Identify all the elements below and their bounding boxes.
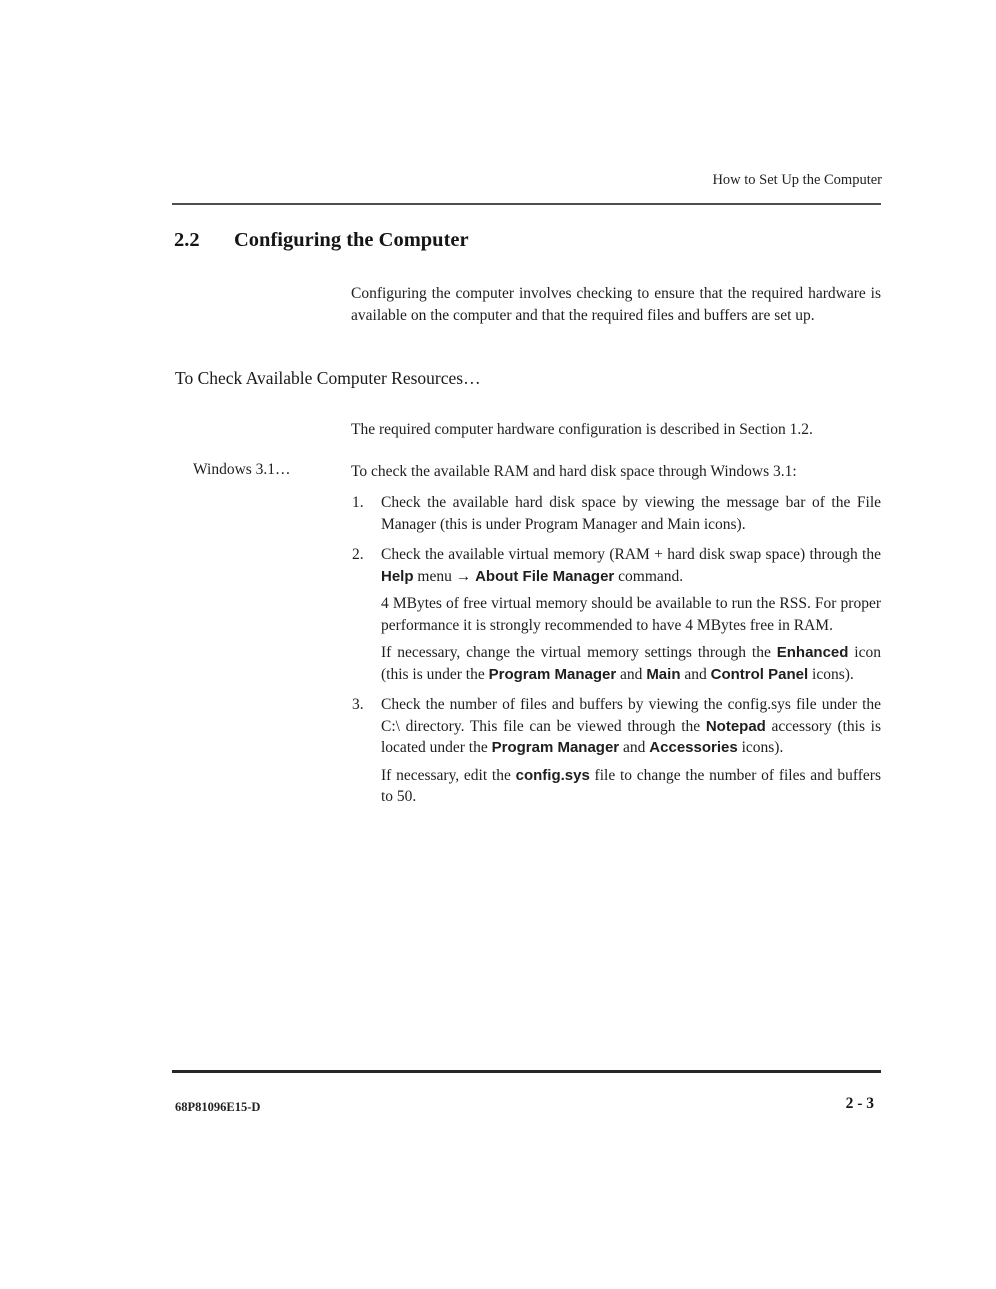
step-item-3 (351, 694, 881, 808)
running-header: How to Set Up the Computer (712, 172, 882, 188)
text-segment: Check the number of files and buffers by viewing the config.sys file under the C:\ directory. This file can be viewed through the (381, 696, 881, 735)
step-number: 3. (352, 696, 364, 713)
windows-lead: To check the available RAM and hard disk space through Windows 3.1: (351, 463, 797, 480)
step-item-2 (351, 544, 881, 685)
step-paragraph (381, 694, 881, 759)
text-segment: and (616, 665, 647, 683)
text-segment: icons). (808, 665, 854, 683)
header-rule (172, 203, 881, 205)
step-item-1 (351, 492, 881, 535)
step-number: 1. (352, 494, 364, 511)
windows-version-label: Windows 3.1… (193, 461, 291, 478)
section-heading (174, 229, 469, 252)
step-paragraph (381, 492, 881, 535)
hardware-note: The required computer hardware configuration is described in Section 1.2. (351, 421, 813, 438)
text-segment-ui: Control Panel (710, 665, 809, 683)
text-segment: and (680, 665, 711, 683)
step-paragraph (381, 642, 881, 685)
intro-paragraph: Configuring the computer involves checking to ensure that the required hardware is available on the computer and that the required files and buffers are set up. (351, 285, 881, 324)
footer-doc-number: 68P81096E15-D (175, 1100, 261, 1114)
text-segment: command. (614, 567, 684, 585)
text-segment-ui: Help (381, 567, 414, 585)
step-paragraph (381, 765, 881, 808)
step-number: 2. (352, 546, 364, 563)
text-segment: Check the available hard disk space by viewing the message bar of the File Manager (this is under Program Manager and Main icons). (381, 494, 881, 533)
footer-page-number: 2 - 3 (845, 1095, 874, 1112)
footer-rule (172, 1070, 881, 1073)
section-number: 2.2 (174, 229, 200, 251)
section-title: Configuring the Computer (234, 229, 469, 251)
text-segment: Check the available virtual memory (RAM + hard disk swap space) through the (381, 546, 881, 563)
subheading: To Check Available Computer Resources… (175, 368, 481, 388)
text-segment: icon (this is under the (381, 644, 881, 683)
text-segment-ui: Program Manager (491, 739, 620, 756)
step-paragraph (381, 544, 881, 587)
text-segment-ui: About File Manager (475, 567, 615, 585)
text-segment: menu → (413, 567, 476, 585)
steps-list (351, 492, 881, 817)
text-segment-ui: Program Manager (488, 665, 617, 683)
text-segment: accessory (this is located under the (381, 717, 882, 756)
text-segment: If necessary, change the virtual memory settings through the (381, 644, 777, 661)
text-segment: icons). (737, 739, 784, 756)
text-segment: file to change the number of files and buffers to 50. (381, 766, 881, 805)
text-segment: If necessary, edit the (381, 766, 516, 784)
step-paragraph (381, 593, 881, 636)
text-segment-ui: Enhanced (776, 644, 849, 661)
text-segment-ui: Accessories (649, 739, 738, 756)
text-segment: and (619, 739, 650, 756)
text-segment: 4 MBytes of free virtual memory should be available to run the RSS. For proper performance it is strongly recommended to have 4 MBytes free in RAM. (381, 595, 881, 634)
text-segment-ui: config.sys (515, 766, 590, 784)
text-segment-ui: Notepad (705, 717, 766, 735)
text-segment-ui: Main (646, 665, 681, 683)
